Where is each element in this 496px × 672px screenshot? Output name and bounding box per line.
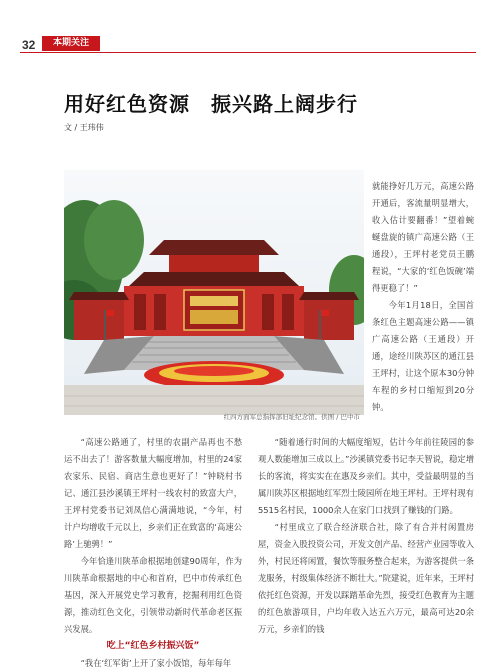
- article-title: 用好红色资源 振兴路上阔步行: [64, 92, 358, 116]
- paragraph: “随着通行时间的大幅度缩短，估计今年前往陵园的参观人数能增加三成以上。”沙溪镇党委书记李天智说，稳定增长的客流，将实实在在惠及乡亲们。其中，受益最明显的当属川陕苏区根据地红军烈士陵园所在地王坪村。王坪村现有5515名村民，1000余人在家门口找到了赚钱的门路。: [258, 437, 474, 515]
- page-number: 32: [22, 38, 36, 52]
- photo-caption: 红四方面军总指挥部旧址纪念馆。供图 / 巴中市: [223, 413, 360, 421]
- section-subhead: 吃上“红色乡村振兴饭”: [106, 641, 200, 651]
- column-right-top: [372, 178, 474, 416]
- paragraph: “高速公路通了，村里的农副产品再也不愁运不出去了！游客数量大幅度增加，村里的24家农家乐、民宿、商店生意也更好了！”钟晓村书记、通江县沙溪镇王坪村一线农村的致富大户，王坪村党委书记刘凤信心满满地说，“今年，村计户均增收千元以上，乡亲们正在致富的‘高速公路’上驰骋！”: [64, 437, 242, 549]
- paragraph: “我在‘红军街’上开了家小饭馆，每年每年: [80, 658, 232, 668]
- header-rule: [20, 52, 476, 53]
- section-tag: 本期关注: [42, 36, 100, 51]
- memorial-photo: [64, 170, 364, 415]
- paragraph: “村里成立了联合经济联合社，除了有合并村闲置房屋，资金入股投资公司，开发文创产品、经营产业园等收入外，村民还将闲置，餐饮等服务整合起来，为游客提供一条龙服务，村级集体经济不断壮大。”院建说，近年来，王坪村依托红色资源，开发以踩踏革命先烈，接受红色教育为主题的红色旅游项目，户均年收入达五六万元，最高可达20余万元，乡亲们的钱: [258, 522, 474, 634]
- paragraph: 今年1月18日，全国首条红色主题高速公路——镇广高速公路（王通段）开通，途经川陕苏区的通江县王坪村，让这个原本30分钟车程的乡村口缩短到20分钟。: [372, 300, 474, 412]
- paragraph: 今年恰逢川陕革命根据地创建90周年，作为川陕革命根据地的中心和首府，巴中市传承红色基因，深入开展党史学习教育，挖掘利用红色资源，推动红色文化，引领带动新时代革命老区振兴发展。: [64, 556, 242, 634]
- column-left: [64, 434, 242, 672]
- column-right: [258, 434, 474, 638]
- paragraph: 就能挣好几万元，高速公路开通后，客流量明显增大，收入估计要翻番！”望着蜿蜒盘旋的镇广高速公路（王通段），王坪村老党员王鹏程说，“大家的‘红色饭碗’端得更稳了！”: [372, 181, 474, 293]
- article-byline: 文 / 王玮伟: [64, 123, 104, 132]
